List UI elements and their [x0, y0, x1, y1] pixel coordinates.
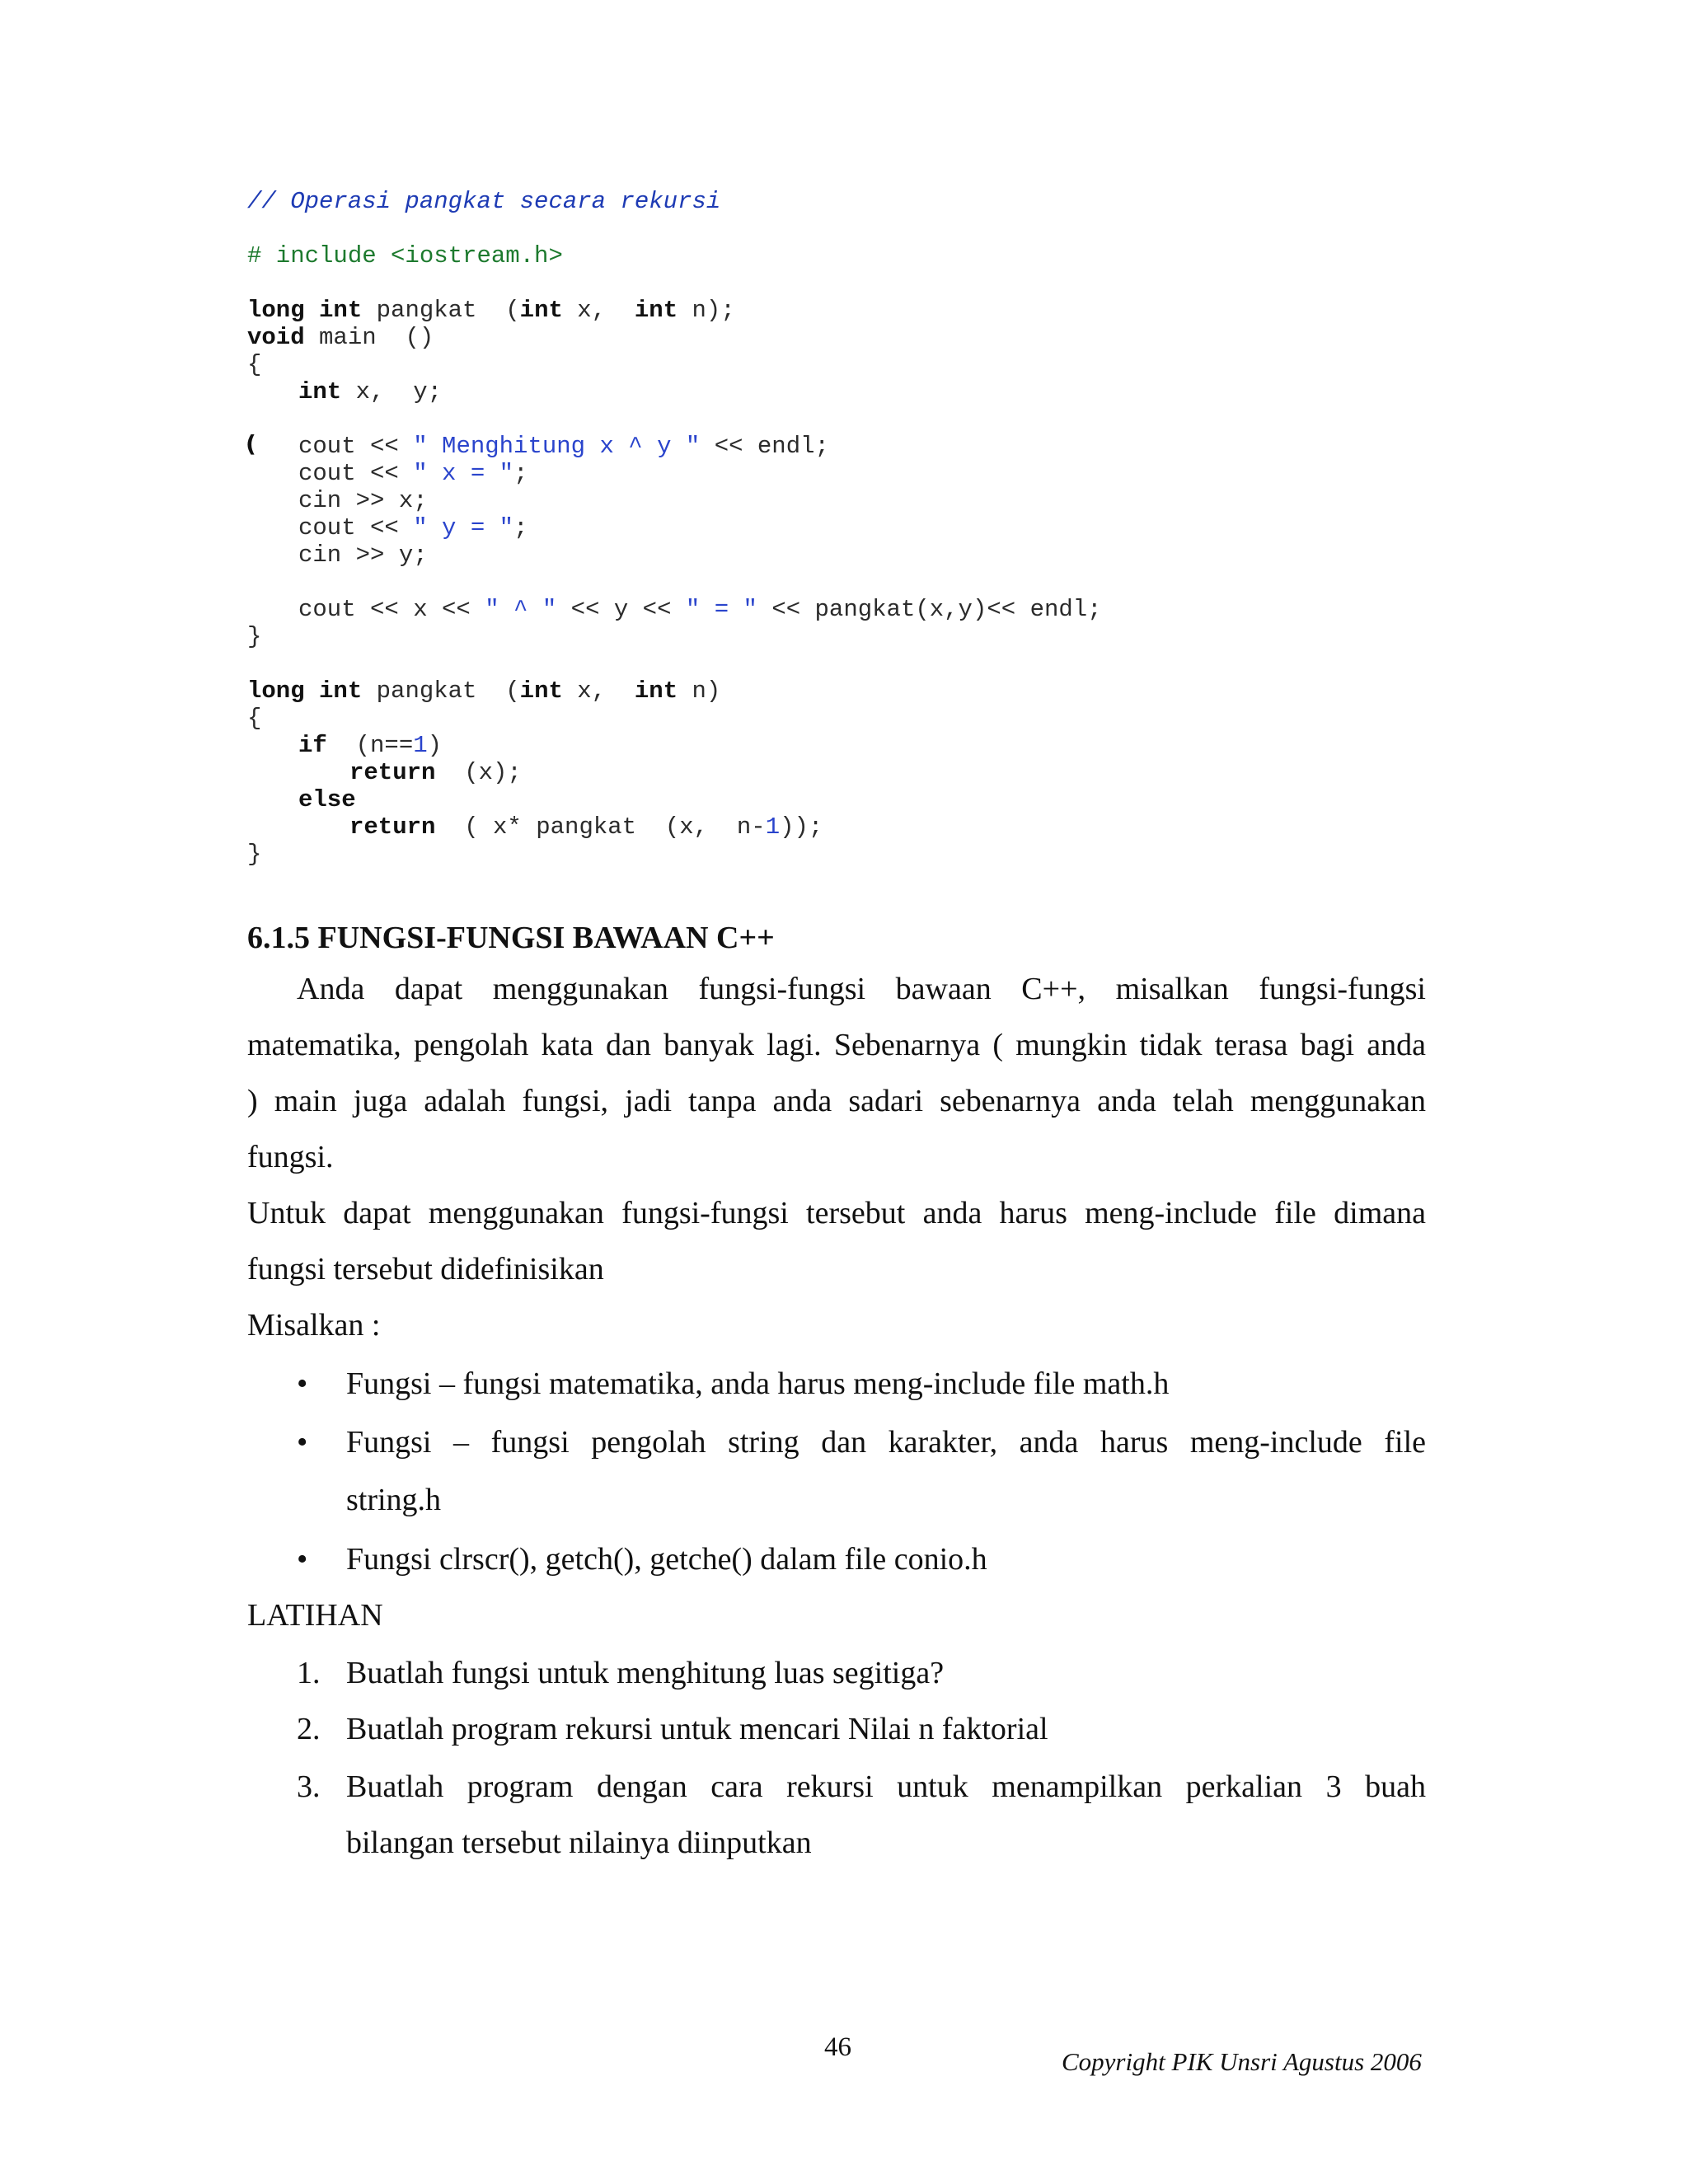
bullet-icon: •	[297, 1542, 308, 1577]
code-line: cout << " y = ";	[298, 514, 528, 541]
latihan-label: LATIHAN	[247, 1598, 383, 1633]
paragraph-line: ) main juga adalah fungsi, jadi tanpa anda sadari sebenarnya anda telah menggunakan	[247, 1084, 1426, 1118]
code-line: // Operasi pangkat secara rekursi	[247, 188, 721, 215]
code-line: return (x);	[349, 759, 522, 786]
code-line: # include <iostream.h>	[247, 242, 563, 269]
bullet-icon: •	[297, 1425, 308, 1460]
code-line: cout << " x = ";	[298, 460, 528, 487]
exercise-text: Buatlah program dengan cara rekursi untuk menampilkan perkalian 3 buah	[346, 1769, 1426, 1804]
exercise-text: Buatlah program rekursi untuk mencari Nilai n faktorial	[346, 1712, 1048, 1746]
section-heading: 6.1.5 FUNGSI-FUNGSI BAWAAN C++	[247, 921, 775, 955]
code-line: cin >> x;	[298, 487, 428, 514]
misalkan-label: Misalkan :	[247, 1308, 381, 1343]
exercise-text: Buatlah fungsi untuk menghitung luas segitiga?	[346, 1656, 945, 1690]
paragraph-line: fungsi tersebut didefinisikan	[247, 1252, 604, 1286]
exercise-text: bilangan tersebut nilainya diinputkan	[346, 1825, 812, 1860]
code-line: void main ()	[247, 324, 434, 351]
exercise-number: 1.	[297, 1656, 321, 1690]
paragraph-line: fungsi.	[247, 1140, 334, 1174]
code-line: }	[247, 841, 262, 868]
code-line: cout << x << " ^ " << y << " = " << pangkat(x,y)<< endl;	[298, 596, 1102, 623]
code-line: else	[298, 786, 356, 813]
paragraph-line: Anda dapat menggunakan fungsi-fungsi bawaan C++, misalkan fungsi-fungsi	[297, 972, 1426, 1006]
exercise-number: 3.	[297, 1769, 321, 1804]
page-number: 46	[824, 2032, 851, 2062]
code-line: long int pangkat (int x, int n)	[247, 677, 721, 705]
code-line: if (n==1)	[298, 732, 443, 759]
copyright-footer: Copyright PIK Unsri Agustus 2006	[1062, 2047, 1422, 2076]
code-line: cout << " Menghitung x ^ y " << endl;	[298, 433, 829, 460]
code-line: {	[247, 351, 262, 378]
bullet-text: Fungsi – fungsi matematika, anda harus meng-include file math.h	[346, 1366, 1170, 1401]
code-line: long int pangkat (int x, int n);	[247, 297, 735, 324]
bullet-icon: •	[297, 1366, 308, 1401]
bullet-text: Fungsi clrscr(), getch(), getche() dalam file conio.h	[346, 1542, 987, 1577]
exercise-number: 2.	[297, 1712, 321, 1746]
stray-parenthesis: (	[246, 430, 256, 457]
bullet-text: string.h	[346, 1483, 442, 1517]
code-line: return ( x* pangkat (x, n-1));	[349, 813, 823, 841]
paragraph-line: Untuk dapat menggunakan fungsi-fungsi tersebut anda harus meng-include file dimana	[247, 1196, 1426, 1230]
code-line: int x, y;	[298, 378, 443, 405]
code-line: {	[247, 705, 262, 732]
bullet-text: Fungsi – fungsi pengolah string dan karakter, anda harus meng-include file	[346, 1425, 1426, 1460]
code-line: cin >> y;	[298, 541, 428, 569]
code-line: }	[247, 623, 262, 650]
paragraph-line: matematika, pengolah kata dan banyak lagi. Sebenarnya ( mungkin tidak terasa bagi anda	[247, 1028, 1426, 1062]
